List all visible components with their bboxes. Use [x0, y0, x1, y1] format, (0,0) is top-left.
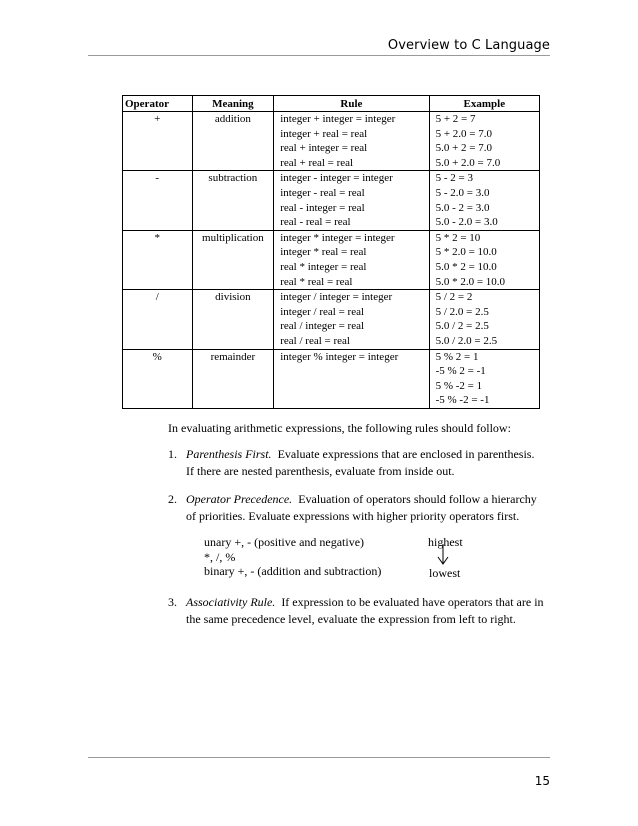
- operator-cell: %: [123, 349, 193, 408]
- rule-line: real / integer = real: [280, 320, 365, 333]
- example-line: 5 / 2.0 = 2.5: [435, 305, 489, 318]
- example-line: 5 * 2 = 10: [435, 231, 481, 244]
- list-number: 2.: [168, 492, 177, 506]
- column-header-operator: Operator: [123, 96, 193, 112]
- list-item-text: If there are nested parenthesis, evaluate from inside out.: [186, 464, 455, 478]
- example-cell: [429, 112, 539, 171]
- rule-line: integer + integer = integer: [280, 113, 396, 125]
- list-item-text: If expression to be evaluated have operators that are in: [281, 595, 544, 609]
- table-row: [123, 171, 540, 230]
- meaning-cell: division: [192, 290, 274, 349]
- example-cell: [429, 171, 539, 230]
- rule-line: integer * real = real: [280, 246, 367, 259]
- rule-line: real * integer = real: [280, 260, 367, 273]
- example-line: 5.0 * 2.0 = 10.0: [435, 275, 506, 288]
- rule-line: integer + real = real: [280, 127, 368, 140]
- example-line: 5.0 / 2 = 2.5: [435, 320, 489, 333]
- page-number: 15: [534, 774, 550, 788]
- list-number: 3.: [168, 595, 177, 609]
- example-line: 5 / 2 = 2: [435, 291, 473, 304]
- operators-table: [122, 95, 540, 409]
- rule-line: integer / real = real: [280, 305, 365, 318]
- rule-cell: [274, 230, 429, 289]
- header-rule: [88, 55, 550, 56]
- example-line: 5 * 2.0 = 10.0: [435, 246, 497, 259]
- example-line: -5 % 2 = -1: [435, 365, 486, 378]
- precedence-level: *, /, %: [204, 549, 236, 564]
- table-header-row: [123, 96, 540, 112]
- down-arrow-icon: [436, 544, 450, 566]
- running-header-title: Overview to C Language: [387, 38, 550, 53]
- rule-line: integer - real = real: [280, 186, 365, 199]
- precedence-highest-label: highest: [428, 535, 463, 549]
- list-number: 1.: [168, 447, 177, 461]
- precedence-level: binary +, - (addition and subtraction): [204, 564, 382, 578]
- rule-cell: [274, 349, 429, 408]
- rule-line: real + real = real: [280, 156, 354, 169]
- column-header-meaning: Meaning: [192, 96, 274, 112]
- example-line: 5.0 / 2.0 = 2.5: [435, 334, 498, 347]
- meaning-cell: multiplication: [192, 230, 274, 289]
- list-item-text: Evaluate expressions that are enclosed in parenthesis.: [277, 447, 535, 461]
- example-line: 5 % 2 = 1: [435, 350, 479, 363]
- operator-cell: *: [123, 230, 193, 289]
- table-row: [123, 230, 540, 289]
- example-line: 5 % -2 = 1: [435, 379, 483, 392]
- example-line: 5 - 2 = 3: [435, 172, 473, 185]
- example-cell: [429, 349, 539, 408]
- meaning-cell: remainder: [192, 349, 274, 408]
- rule-line: integer * integer = integer: [280, 231, 395, 244]
- meaning-cell: addition: [192, 112, 274, 171]
- footer-rule: [88, 757, 550, 758]
- precedence-lowest-label: lowest: [429, 566, 461, 580]
- precedence-list: [204, 535, 381, 579]
- example-cell: [429, 230, 539, 289]
- example-line: 5.0 - 2 = 3.0: [435, 201, 490, 214]
- rule-line: real - integer = real: [280, 201, 365, 214]
- column-header-example: Example: [429, 96, 539, 112]
- rule-line: real + integer = real: [280, 142, 368, 155]
- list-item-title: Parenthesis First.: [186, 447, 272, 461]
- example-line: 5 - 2.0 = 3.0: [435, 186, 490, 199]
- list-item-title: Associativity Rule.: [186, 595, 276, 609]
- example-cell: [429, 290, 539, 349]
- rule-line: integer % integer = integer: [280, 350, 399, 363]
- operator-cell: +: [123, 112, 193, 171]
- example-line: 5.0 + 2.0 = 7.0: [435, 156, 501, 169]
- column-header-rule: Rule: [274, 96, 429, 112]
- rule-cell: [274, 112, 429, 171]
- rule-line: real * real = real: [280, 275, 353, 288]
- example-line: 5 + 2 = 7: [435, 113, 476, 125]
- table-row: [123, 349, 540, 408]
- example-line: 5.0 * 2 = 10.0: [435, 260, 497, 273]
- example-line: -5 % -2 = -1: [435, 394, 490, 407]
- rule-line: real / real = real: [280, 334, 350, 347]
- example-line: 5.0 - 2.0 = 3.0: [435, 216, 498, 229]
- list-item-text: Evaluation of operators should follow a hierarchy: [298, 492, 537, 506]
- example-line: 5.0 + 2 = 7.0: [435, 142, 493, 155]
- rule-line: integer - integer = integer: [280, 172, 393, 185]
- list-item-title: Operator Precedence.: [186, 492, 293, 506]
- operator-cell: -: [123, 171, 193, 230]
- rule-line: integer / integer = integer: [280, 291, 393, 304]
- rule-line: real - real = real: [280, 216, 351, 229]
- intro-paragraph: In evaluating arithmetic expressions, the following rules should follow:: [168, 421, 511, 435]
- precedence-level: unary +, - (positive and negative): [204, 535, 365, 549]
- example-line: 5 + 2.0 = 7.0: [435, 127, 493, 140]
- rule-cell: [274, 171, 429, 230]
- operator-cell: /: [123, 290, 193, 349]
- meaning-cell: subtraction: [192, 171, 274, 230]
- list-item-text: the same precedence level, evaluate the expression from left to right.: [186, 612, 516, 626]
- table-row: [123, 112, 540, 171]
- list-item-text: of priorities. Evaluate expressions with higher priority operators first.: [186, 509, 520, 523]
- table-row: [123, 290, 540, 349]
- rule-cell: [274, 290, 429, 349]
